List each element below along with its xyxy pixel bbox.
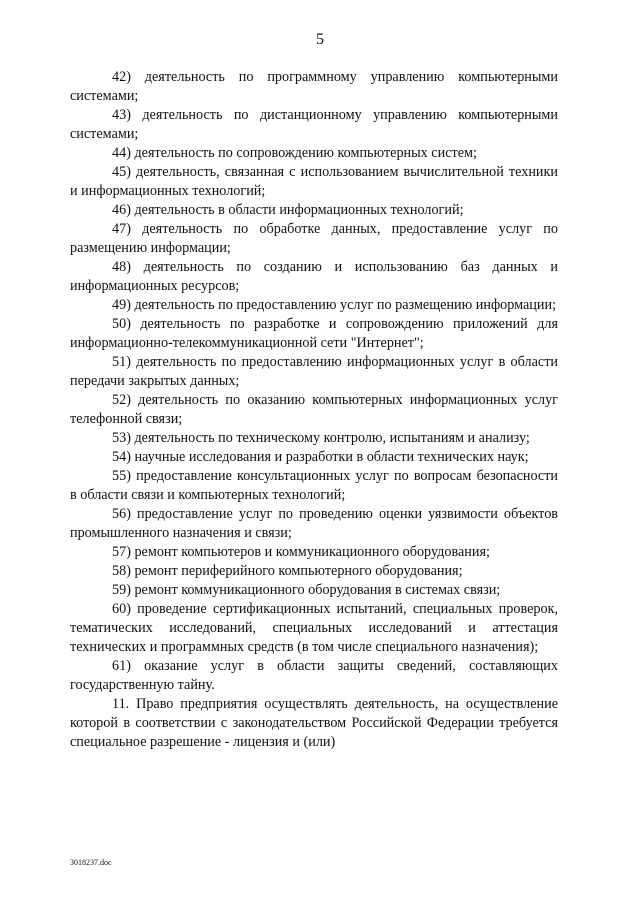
list-item-56: 56) предоставление услуг по проведению оценки уязвимости объектов промышленного назначения и связи; xyxy=(70,506,558,541)
list-item-57: 57) ремонт компьютеров и коммуникационного оборудования; xyxy=(112,544,490,560)
list-item-59: 59) ремонт коммуникационного оборудования в системах связи; xyxy=(112,582,501,598)
list-item-46: 46) деятельность в области информационных технологий; xyxy=(112,202,464,218)
document-body xyxy=(70,68,558,752)
list-item-54: 54) научные исследования и разработки в области технических наук; xyxy=(112,449,529,465)
list-item-50: 50) деятельность по разработке и сопровождению приложений для информационно-телекоммуникационной сети "Интернет"; xyxy=(70,316,558,351)
list-item-47: 47) деятельность по обработке данных, предоставление услуг по размещению информации; xyxy=(70,221,558,256)
list-item-55: 55) предоставление консультационных услуг по вопросам безопасности в области связи и компьютерных технологий; xyxy=(70,468,558,503)
list-item-60: 60) проведение сертификационных испытаний, специальных проверок, тематических исследований, специальных исследований и аттестация технических и программных средств (в том числе специального назначения); xyxy=(70,601,558,655)
list-item-61: 61) оказание услуг в области защиты сведений, составляющих государственную тайну. xyxy=(70,658,558,693)
clause-11: 11. Право предприятия осуществлять деятельность, на осуществление которой в соответствии с законодательством Российской Федерации требуется специальное разрешение - лицензия и (или) xyxy=(70,696,558,750)
list-item-42: 42) деятельность по программному управлению компьютерными системами; xyxy=(70,69,558,104)
list-item-49: 49) деятельность по предоставлению услуг по размещению информации; xyxy=(112,297,557,313)
file-name-footer: 3018237.doc xyxy=(70,858,112,867)
list-item-52: 52) деятельность по оказанию компьютерных информационных услуг телефонной связи; xyxy=(70,392,558,427)
list-item-58: 58) ремонт периферийного компьютерного оборудования; xyxy=(112,563,463,579)
list-item-44: 44) деятельность по сопровождению компьютерных систем; xyxy=(112,145,477,161)
list-item-51: 51) деятельность по предоставлению информационных услуг в области передачи закрытых данных; xyxy=(70,354,558,389)
list-item-48: 48) деятельность по созданию и использованию баз данных и информационных ресурсов; xyxy=(70,259,558,294)
list-item-53: 53) деятельность по техническому контролю, испытаниям и анализу; xyxy=(112,430,530,446)
list-item-43: 43) деятельность по дистанционному управлению компьютерными системами; xyxy=(70,107,558,142)
list-item-45: 45) деятельность, связанная с использованием вычислительной техники и информационных технологий; xyxy=(70,164,558,199)
page-number: 5 xyxy=(316,31,324,48)
